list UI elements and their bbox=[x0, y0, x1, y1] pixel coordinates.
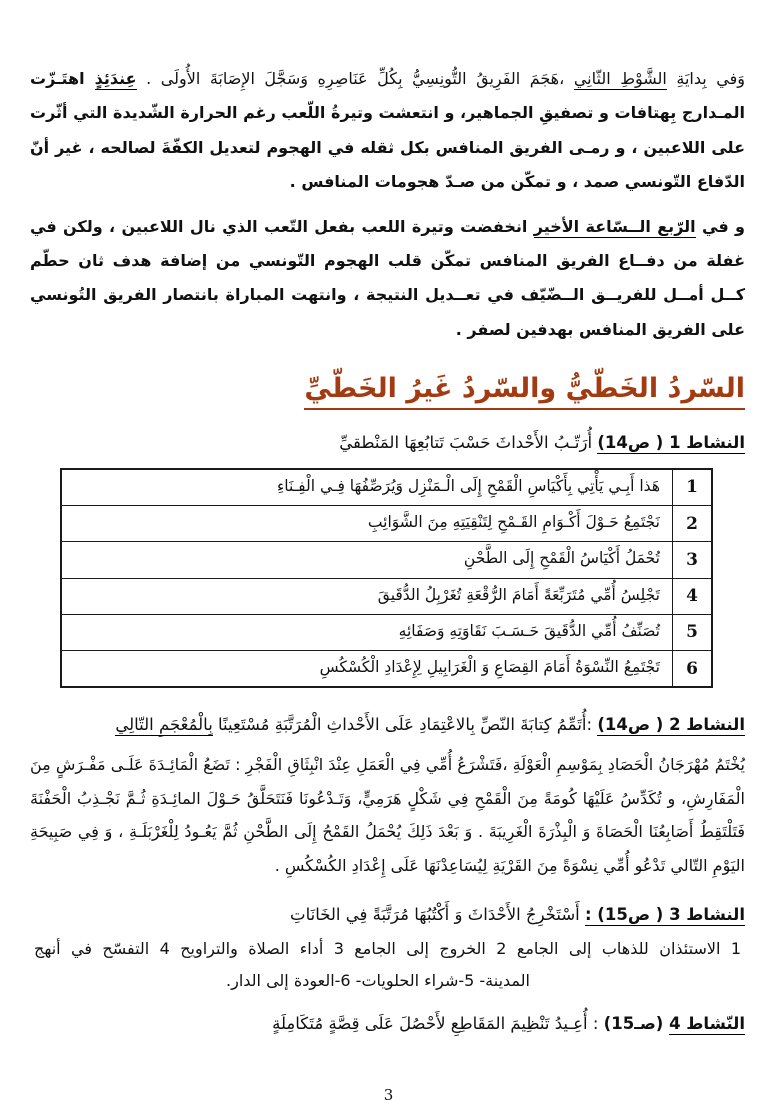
activity-4-page-ref: (صـ15) bbox=[603, 1013, 670, 1033]
p1-text-mid: ،هَجَمَ الفَرِيقُ التُّونِسِيُّ بِكُلِّ عَنَاصِرِهِ وَسَجَّلَ الإِصَابَةَ الأُولَى . bbox=[136, 69, 574, 88]
activity-2-label: النشاط 2 ( ص14) bbox=[597, 715, 745, 735]
table-row bbox=[62, 470, 711, 505]
activity-3-label: النشاط 3 ( ص15) : bbox=[584, 905, 745, 925]
row-number-cell: 1 bbox=[672, 470, 711, 505]
row-number-cell: 2 bbox=[672, 506, 711, 541]
activity-1-heading bbox=[30, 428, 745, 458]
p2-underlined-phrase: الرّبع الــسّاعة الأخير bbox=[533, 216, 696, 236]
intro-paragraph-2 bbox=[30, 210, 745, 348]
activity-3-heading bbox=[30, 900, 745, 930]
row-number-cell: 3 bbox=[672, 542, 711, 577]
harvest-passage: يُخْتَمُ مُهْرَجَانُ الْحَصَادِ بِمَوْسِمِ الْعَوْلَةِ ،فَتَشْرَعُ أُمِّي فِي الْعَمَلِ عِنْدَ انْبِثَاقِ الْفَجْرِ : تَضَعُ الْمَائِـدَةَ عَلَـى مَفْـرَشٍ مِنَ الْمَفَارِشِ، و تُكَدِّسُ عَلَيْهَا كُومَةً مِنَ الْقَمْحِ فِي شَكْلٍ هَرَمِيٍّ، وَتَـدْعُونَا فَنَتَحَلَّقُ حَـوْلَ المائِـدَةِ ثُـمَّ نَجْـذِبُ الْحَفْنَةَ فَتَلْتَقِطُ أَصَابِعُنَا الْحَصَاةَ وَ الْبِذْرَةَ الْغَرِيبَةَ . وَ بَعْدَ ذَلِكَ يُحْمَلُ القَمْحُ إِلَى الطَّحْنِ ثُمَّ يَعُـودُ لِلْغَرْبَلَـةِ ، وَ فِي صَبِيحَةِ اليَوْمِ التّالي تَدْعُو أُمِّي نِسْوَةً مِنَ القَرْيَةِ لِيُسَاعِدْنَهَا عَلَى إِعْدَادِ الكُسْكُسِ . bbox=[30, 755, 745, 875]
row-text-cell: تَجْلِسُ أُمِّي مُتَرَبِّعَةً أَمَامَ الرُّقْعَةِ تُغَرْبِلُ الدُّقَيقَ bbox=[377, 585, 660, 604]
page-number: 3 bbox=[383, 1086, 394, 1104]
table-row bbox=[62, 505, 711, 541]
row-number-cell: 4 bbox=[672, 579, 711, 614]
p1-text-start: وَفي بِدايَةِ bbox=[666, 69, 745, 88]
activity-4-label: النّشاط 4 bbox=[669, 1013, 745, 1033]
events-table bbox=[60, 468, 713, 689]
table-row bbox=[62, 614, 711, 650]
section-title-text: السّردُ الخَطّيُّ والسّردُ غَيرُ الخَطّيِّ bbox=[304, 373, 745, 410]
activity-2-underlined-phrase: بِالْمُعْجَمِ التّالِي bbox=[115, 715, 213, 735]
row-number-cell: 6 bbox=[672, 651, 711, 686]
activity-3-items-line-2: المدينة- 5-شراء الحلويات- 6-العودة إلى الدار. bbox=[226, 971, 530, 991]
activity-1-prompt: أُرَتّـبُ الأَحْداثَ حَسْبَ تَتابُعِهَا المَنْطقيِّ bbox=[339, 433, 598, 453]
table-row bbox=[62, 578, 711, 614]
p1-underlined-phrase-2: عِندَئِذٍ bbox=[94, 69, 137, 88]
activity-1-label: النشاط 1 ( ص14) bbox=[597, 433, 745, 453]
p2-text-start: و في bbox=[695, 216, 745, 236]
intro-paragraph-1 bbox=[30, 62, 745, 200]
p1-text-rest: اهتَـزّت المـدارج بِهتافات و تصفيقِ الجماهير، و انتعشت وتيرةُ اللّعب رغم الحرارة الشّديدة التي أثّرت على اللاعبين ، و رمـى الفريق المنافس بكل ثقله في الهجوم لتعديل الكفّةَ لصالحه ، غير أنّ الدّفاع التّونسي صمد ، و تمكّن من صـدّ هجومات المنافس . bbox=[30, 69, 745, 192]
row-text-cell: نَجْتَمِعُ حَـوْلَ أَكْـوَامِ القَـمْحِ لِتَنْقِيَتِهِ مِنَ الشَّوَائِبِ bbox=[367, 513, 660, 532]
activity-3-items-line-1: 1 الاستئذان للذهاب إلى الجامع 2 الخروج إلى الجامع 3 أداء الصلاة والتراويح 4 التفسّح في أنهج bbox=[34, 939, 741, 959]
section-title bbox=[30, 373, 745, 404]
activity-3-prompt: أَسْتَخْرِجُ الأَحْدَاثَ وَ أَكْتُبُهَا مُرَتَّبَةً فِي الخَانَاتِ bbox=[290, 905, 585, 925]
row-text-cell: تُحْمَلُ أَكْيَاسُ الْقَمْحِ إِلَى الطَّحْنِ bbox=[463, 549, 660, 568]
row-text-cell: هَذا أَبِـي يَأْتِي بِأَكْيَاسِ الْقَمْحِ إِلَى الْـمَنْزِل وَيُرَصِّفُهَا فِـي الْفِـنَاءِ bbox=[276, 476, 660, 495]
row-text-cell: تَجْتَمِعُ النِّسْوَةُ أَمَامَ القِصَاعِ وَ الْغَرَابِيلِ لِإِعْدَادِ الْكُسْكُسِ bbox=[319, 658, 660, 677]
table-row bbox=[62, 650, 711, 686]
row-text-cell: تُصَنِّفُ أُمِّي الدُّقَيقَ حَـسَـبَ نَقَاوَتِهِ وَصَفَائِهِ bbox=[398, 621, 660, 640]
p2-text-rest: انخفضت وتيرة اللعب بفعل التّعب الذي نال اللاعبين ، ولكن في غفلة من دفــاع الفريق المنافس تمكّن قلب الهجوم التّونسي من إضافة هدف ثان حطّم كــل أمــل للفريــق الــضّيّف في تعــديل النتيجة ، وانتهت المباراة بانتصار الفريق التُونسي على الفريق المنافس بهدفين لصفر . bbox=[30, 216, 745, 339]
p1-underlined-phrase-1: الشَّوْطِ الثّانِي bbox=[573, 69, 667, 88]
activity-2-prompt: :أُتَمِّمُ كِتابَةَ النّصِّ بِالاعْتِمَادِ عَلَى الأَحْداثِ الْمُرَتَّبَةِ مُسْتَعِينًا bbox=[212, 715, 598, 735]
activity-2-heading bbox=[30, 710, 745, 740]
table-row bbox=[62, 541, 711, 577]
activity-4-heading bbox=[30, 1009, 745, 1039]
row-number-cell: 5 bbox=[672, 615, 711, 650]
activity-4-prompt: : أُعِـيدُ تَنْظِيمَ المَقَاطِعِ لأَحْصُلَ عَلَى قِصَّةٍ مُتَكَامِلَةٍ bbox=[272, 1013, 604, 1033]
